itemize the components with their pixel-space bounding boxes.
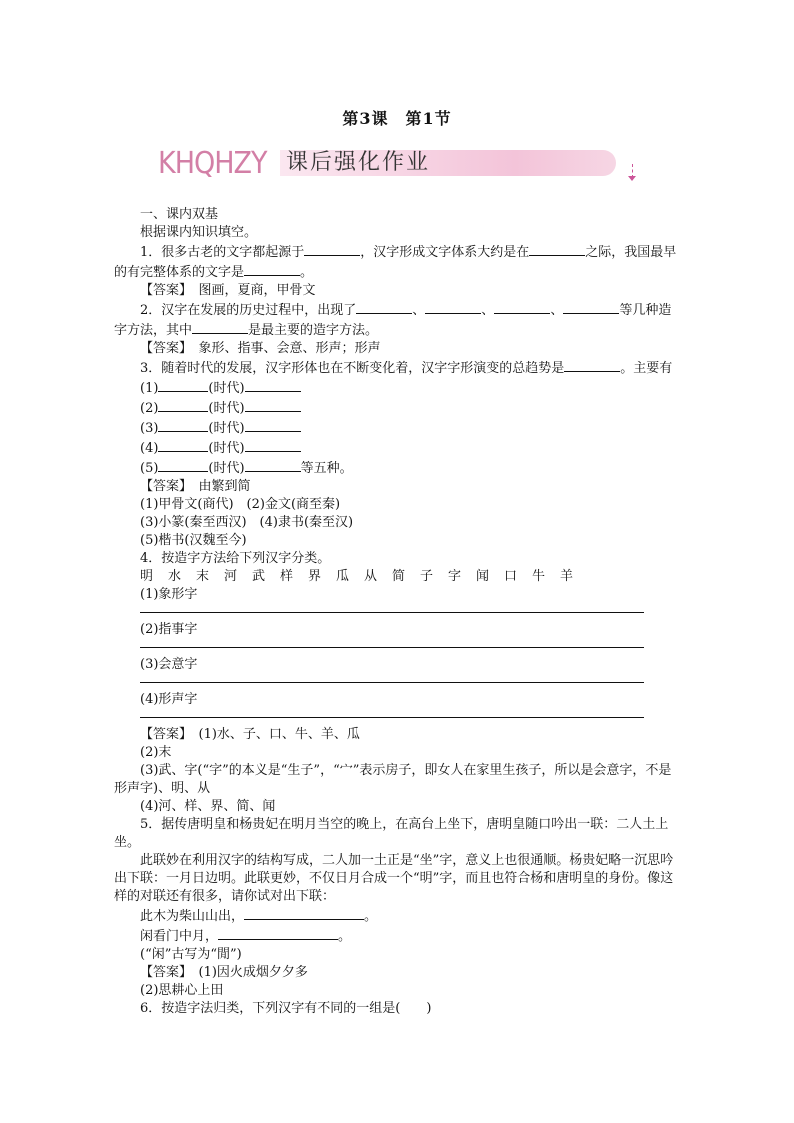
blank	[244, 262, 300, 276]
answer-4-line: (3)武、字(“字”的本义是“生子”，“宀”表示房子，即女人在家里生孩子，所以是会意字，不是形声字)、明、从	[114, 763, 672, 796]
character: 河	[224, 569, 238, 584]
answer-line	[140, 674, 644, 683]
section-heading: 一、课内双基	[140, 207, 219, 222]
blank	[494, 300, 550, 314]
question-2: 2．汉字在发展的历史过程中，出现了 、 、 、 等几种造字方法，其中 是最主要的造字方法。	[114, 300, 684, 340]
answer-line	[140, 709, 644, 718]
character: 武	[252, 569, 266, 584]
character: 瓜	[336, 569, 350, 584]
blank	[529, 242, 585, 256]
blank	[245, 398, 301, 412]
answer-3-line: (5)楷书(汉魏至今)	[140, 533, 247, 548]
answer-line	[140, 604, 644, 613]
couplet-line-2: 闲看门中月， 。	[114, 926, 684, 946]
question-4: 4．按造字方法给下列汉字分类。	[140, 551, 331, 566]
answer-line	[140, 639, 644, 648]
character: 明	[140, 569, 154, 584]
document-body	[114, 206, 684, 1018]
blank	[158, 458, 208, 472]
character: 子	[420, 569, 434, 584]
blank	[304, 242, 360, 256]
question-3: 3．随着时代的发展，汉字形体也在不断变化着，汉字字形演变的总趋势是 。主要有	[114, 358, 684, 378]
blank	[218, 926, 338, 940]
question-3-item: (3) (时代)	[114, 418, 684, 438]
blank	[158, 438, 208, 452]
blank	[158, 418, 208, 432]
blank	[425, 300, 481, 314]
answer-5-line: (2)思耕心上田	[140, 983, 224, 998]
answer-2: 【答案】 象形、指事、会意、形声；形声	[140, 341, 381, 356]
blank	[245, 378, 301, 392]
character: 字	[448, 569, 462, 584]
couplet-note: (“闲”古写为“閒”)	[140, 947, 242, 962]
question-5: 5．据传唐明皇和杨贵妃在明月当空的晚上，在高台上坐下，唐明皇随口吟出一联：二人土上坐。	[114, 817, 669, 850]
character: 简	[392, 569, 406, 584]
answer-4: 【答案】 (1)水、子、口、牛、羊、瓜	[140, 727, 360, 742]
blank	[563, 300, 619, 314]
character: 末	[196, 569, 210, 584]
question-3-item: (5) (时代) 等五种。	[114, 458, 684, 478]
blank	[244, 906, 364, 920]
character: 样	[280, 569, 294, 584]
category-label: (3)会意字	[140, 657, 198, 672]
answer-4-line: (4)河、样、界、简、闻	[140, 799, 276, 814]
banner-text: 课后强化作业	[286, 150, 431, 175]
banner-logo: KHQHZY	[158, 146, 267, 181]
question-6: 6．按造字法归类，下列汉字有不同的一组是( )	[140, 1001, 432, 1016]
character: 水	[168, 569, 182, 584]
couplet-line-1: 此木为柴山山出， 。	[114, 906, 684, 926]
answer-5: 【答案】 (1)因火成烟夕夕多	[140, 965, 308, 980]
question-3-item: (4) (时代)	[114, 438, 684, 458]
blank	[158, 398, 208, 412]
answer-1: 【答案】 图画，夏商，甲骨文	[140, 283, 316, 298]
character: 界	[308, 569, 322, 584]
answer-3-line: (3)小篆(秦至西汉) (4)隶书(秦至汉)	[140, 515, 354, 530]
intro-text: 根据课内知识填空。	[140, 225, 258, 240]
character: 牛	[532, 569, 546, 584]
blank	[245, 418, 301, 432]
homework-banner	[158, 146, 638, 184]
question-5-paragraph: 此联妙在利用汉字的结构写成，二人加一土正是“坐”字，意义上也很通顺。杨贵妃略一沉思吟出下联：一月日边明。此联更妙，不仅日月合成一个“明”字，而且也符合杨和唐明皇的身份。像这样的对联还有很多，请你试对出下联：	[114, 853, 674, 904]
character: 从	[364, 569, 378, 584]
blank	[245, 438, 301, 452]
character: 羊	[560, 569, 574, 584]
blank	[564, 358, 620, 372]
character: 口	[504, 569, 518, 584]
blank	[158, 378, 208, 392]
page-title: 第3课 第1节	[342, 109, 452, 128]
answer-3-line: (1)甲骨文(商代) (2)金文(商至秦)	[140, 497, 341, 512]
category-label: (1)象形字	[140, 587, 198, 602]
answer-4-line: (2)末	[140, 745, 172, 760]
category-label: (2)指事字	[140, 622, 198, 637]
category-label: (4)形声字	[140, 692, 198, 707]
question-3-item: (2) (时代)	[114, 398, 684, 418]
arrow-down-icon	[628, 176, 636, 181]
answer-3: 【答案】 由繁到简	[140, 479, 251, 494]
question-1: 1．很多古老的文字都起源于 ，汉字形成文字体系大约是在 之际，我国最早的有完整体系的文字是 。	[114, 242, 684, 282]
character-list	[114, 568, 684, 586]
question-3-item: (1) (时代)	[114, 378, 684, 398]
blank	[245, 458, 301, 472]
blank	[192, 320, 248, 334]
blank	[356, 300, 412, 314]
character: 闻	[476, 569, 490, 584]
